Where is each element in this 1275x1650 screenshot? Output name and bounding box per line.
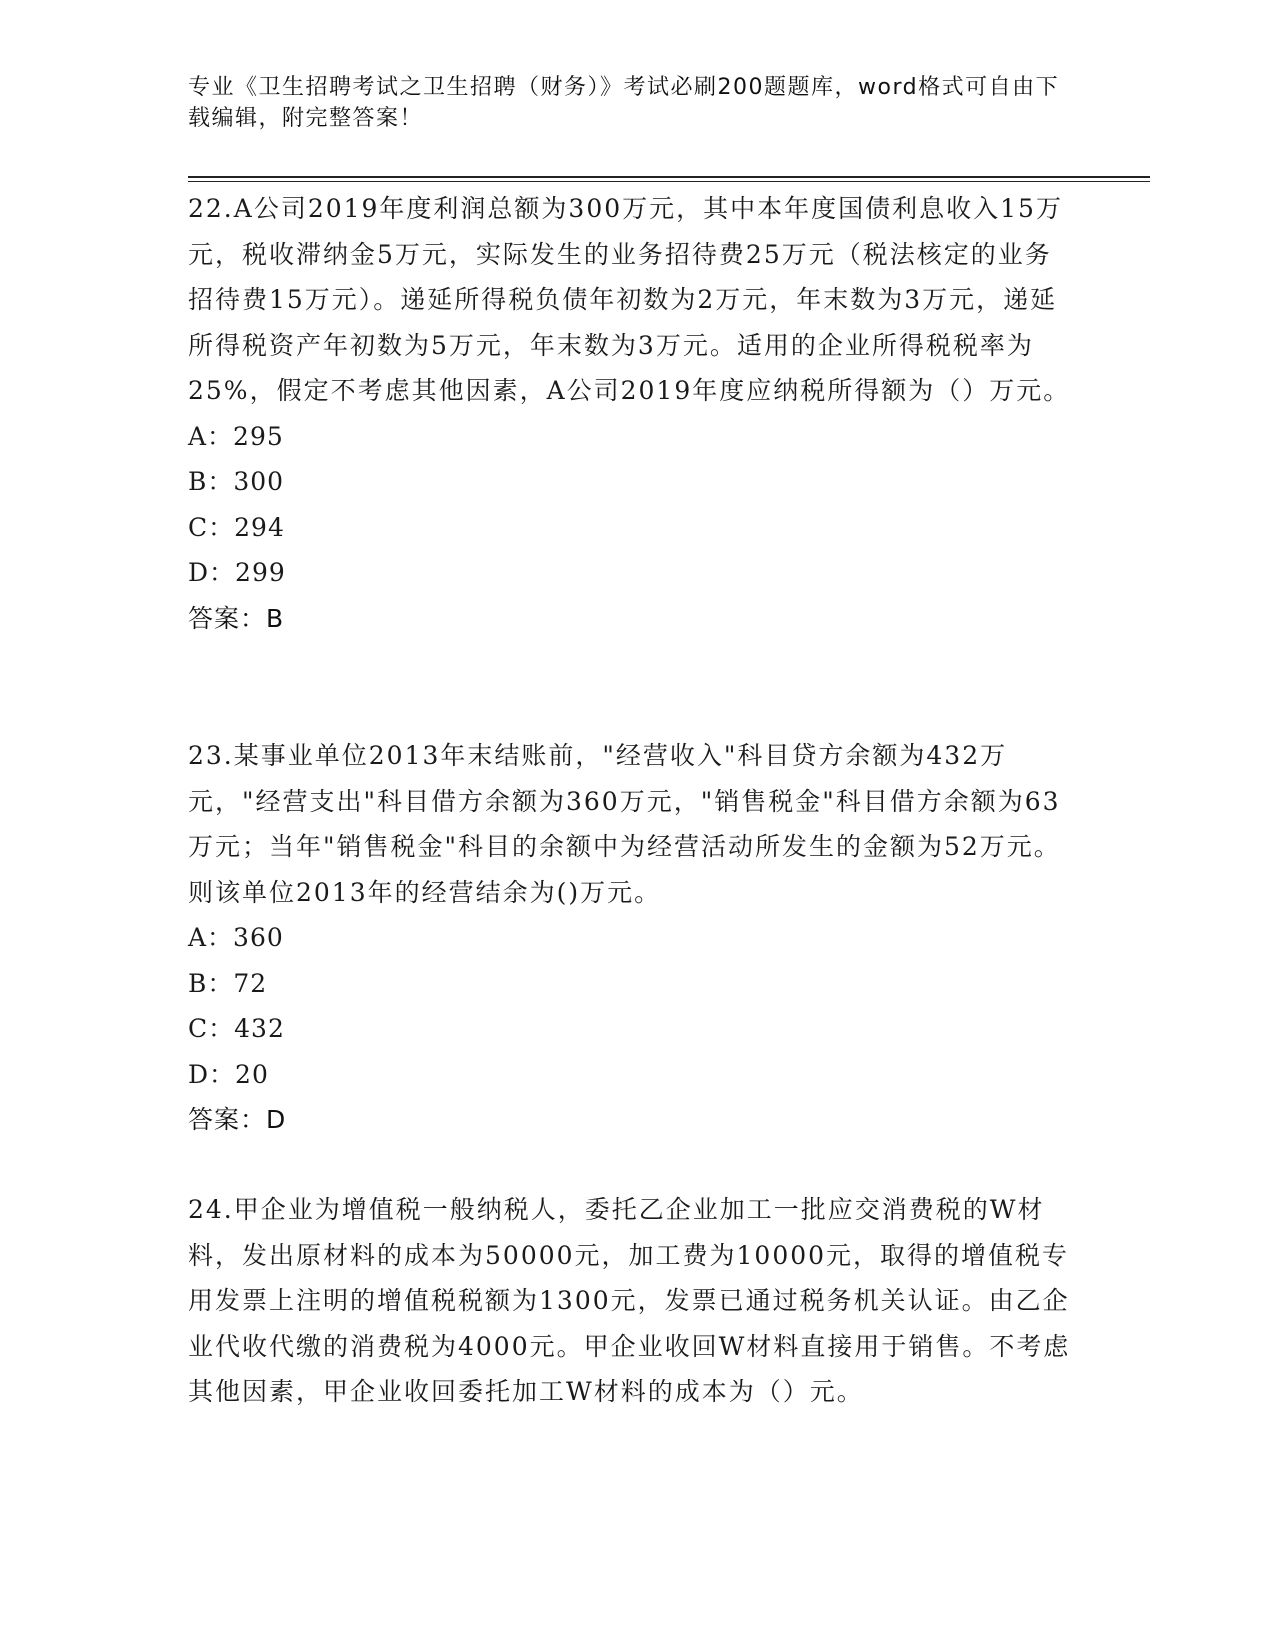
question-stem: 24.甲企业为增值税一般纳税人，委托乙企业加工一批应交消费税的W材料，发出原材料的成本为50000元，加工费为10000元，取得的增值税专用发票上注明的增值税税额为1300元，发票已通过税务机关认证。由乙企业代收代缴的消费税为4000元。甲企业收回W材料直接用于销售。不考虑其他因素，甲企业收回委托加工W材料的成本为（）元。 (188, 1195, 1071, 1406)
question-stem: 22.A公司2019年度利润总额为300万元，其中本年度国债利息收入15万元，税收滞纳金5万元，实际发生的业务招待费25万元（税法核定的业务招待费15万元）。递延所得税负债年初数为2万元，年末数为3万元，递延所得税资产年初数为5万元，年末数为3万元。适用的企业所得税税率为25%，假定不考虑其他因素，A公司2019年度应纳税所得额为（）万元。 (188, 194, 1071, 405)
option-a: A：295 (188, 421, 284, 451)
header-divider-thick (188, 176, 1150, 178)
question-stem: 23.某事业单位2013年末结账前，"经营收入"科目贷方余额为432万元，"经营支出"科目借方余额为360万元，"销售税金"科目借方余额为63万元；当年"销售税金"科目的余额中为经营活动所发生的金额为52万元。则该单位2013年的经营结余为()万元。 (188, 741, 1061, 907)
document-header: 专业《卫生招聘考试之卫生招聘（财务）》考试必刷200题题库，word格式可自由下载编辑，附完整答案！ (188, 75, 1060, 131)
answer-line: 答案：B (188, 603, 285, 633)
question-22 (188, 186, 1078, 641)
header-divider-thin (188, 181, 1150, 182)
option-d: D：20 (188, 1059, 269, 1089)
option-b: B：300 (188, 467, 285, 496)
option-b: B：72 (188, 968, 268, 998)
option-a: A：360 (188, 923, 284, 952)
option-c: C：432 (188, 1014, 285, 1043)
option-c: C：294 (188, 512, 285, 542)
option-d: D：299 (188, 558, 286, 587)
answer-line: 答案：D (188, 1105, 287, 1134)
question-24 (188, 1187, 1078, 1415)
question-23 (188, 733, 1078, 1143)
